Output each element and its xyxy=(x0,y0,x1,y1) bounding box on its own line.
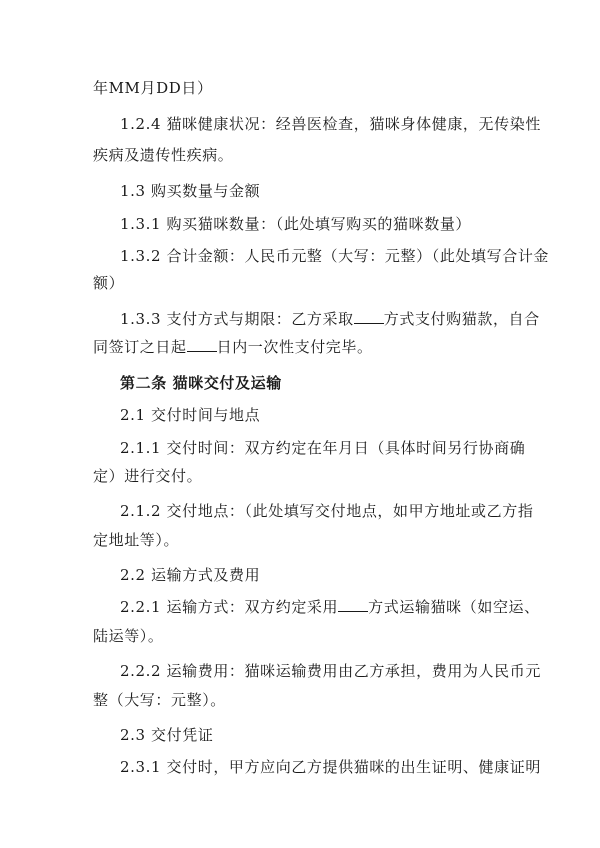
text-line: 2.3.1 交付时，甲方应向乙方提供猫咪的出生证明、健康证明 xyxy=(120,758,541,776)
text-line: 1.3.3 支付方式与期限：乙方采取 方式支付购猫款，自合 xyxy=(120,310,540,328)
text-line: 同签订之日起 日内一次性支付完毕。 xyxy=(93,338,373,356)
fill-in-blank[interactable] xyxy=(354,309,384,324)
section-heading: 1.3 购买数量与金额 xyxy=(120,182,261,200)
text-line: 陆运等）。 xyxy=(93,627,164,645)
text-line: 1.3.1 购买猫咪数量：（此处填写购买的猫咪数量） xyxy=(120,215,472,233)
text-line: 2.1.2 交付地点：（此处填写交付地点，如甲方地址或乙方指 xyxy=(120,502,534,520)
article-heading: 第二条 猫咪交付及运输 xyxy=(120,374,282,392)
text-line: 定地址等）。 xyxy=(93,531,180,549)
text-line: 额） xyxy=(93,274,125,292)
text-line: 定）进行交付。 xyxy=(93,467,203,485)
text-line: 2.2.1 运输方式：双方约定采用 方式运输猫咪（如空运、 xyxy=(120,598,540,616)
section-heading: 2.3 交付凭证 xyxy=(120,726,214,744)
fill-in-blank[interactable] xyxy=(187,337,217,352)
section-heading: 2.1 交付时间与地点 xyxy=(120,406,261,424)
text-line: 2.1.1 交付时间：双方约定在年月日（具体时间另行协商确 xyxy=(120,439,526,457)
text-line: 1.2.4 猫咪健康状况：经兽医检查，猫咪身体健康，无传染性 xyxy=(120,115,541,133)
text-line: 疾病及遗传性疾病。 xyxy=(93,146,234,164)
text-line: 2.2.2 运输费用：猫咪运输费用由乙方承担，费用为人民币元 xyxy=(120,662,541,680)
text-line: 1.3.2 合计金额：人民币元整（大写：元整）（此处填写合计金 xyxy=(120,247,550,265)
text-line: 整（大写：元整）。 xyxy=(93,691,226,709)
text-line: 年MM月DD日） xyxy=(93,79,213,97)
section-heading: 2.2 运输方式及费用 xyxy=(120,566,261,584)
fill-in-blank[interactable] xyxy=(338,597,368,612)
